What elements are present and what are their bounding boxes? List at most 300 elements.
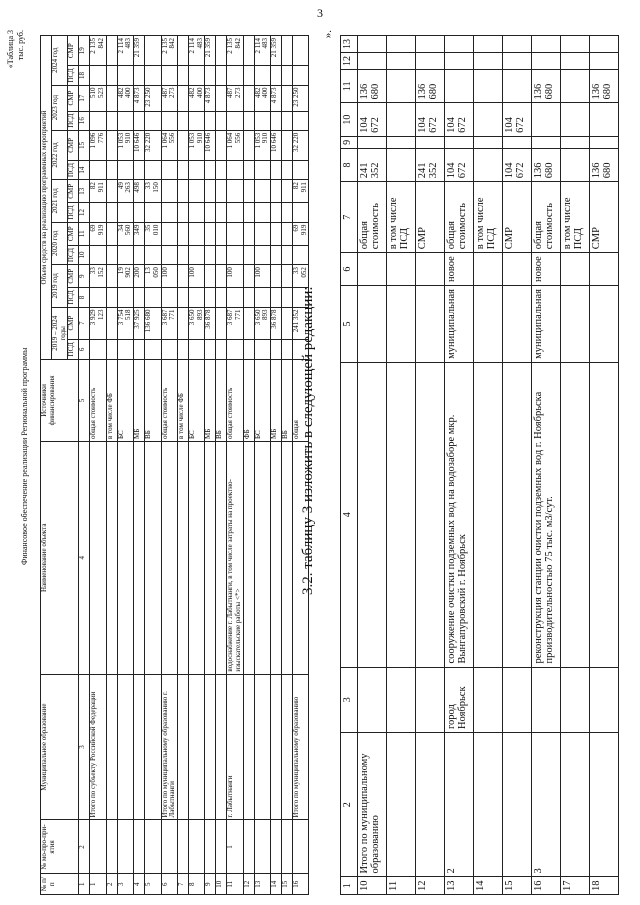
table-cell: [145, 66, 161, 85]
table-cell: [177, 339, 188, 359]
table-cell: [532, 53, 561, 70]
table-cell: [205, 160, 216, 179]
table-cell: [358, 667, 387, 733]
table-cell: [134, 339, 145, 359]
table-cell: г. Лабытнанги: [227, 674, 243, 820]
table-cell: [282, 265, 293, 288]
table-cell: [254, 674, 270, 820]
table-cell: 12: [416, 877, 445, 895]
table-cell: реконструкция станции очистки подземных вод г. Ноябрьска производительностью 75 тыс. м3/сут.: [532, 362, 561, 667]
table-cell: [243, 288, 254, 307]
table-cell: [188, 160, 204, 179]
table-row: [590, 36, 619, 895]
table-cell: [271, 160, 282, 179]
table-cell: [161, 222, 177, 245]
table-cell: [134, 288, 145, 307]
column-number: 4: [341, 362, 358, 667]
table-cell: [106, 66, 117, 85]
table-cell: общая стоимость: [227, 359, 243, 441]
table-row: [90, 36, 106, 895]
table-cell: [145, 674, 161, 820]
table-row: [445, 36, 474, 895]
table-cell: [134, 441, 145, 674]
smr-header: СМР: [68, 180, 79, 203]
table-cell: [106, 820, 117, 874]
table-cell: 14: [271, 874, 282, 895]
table-cell: 36 878: [205, 307, 216, 339]
table-cell: [90, 245, 106, 264]
table-cell: [161, 66, 177, 85]
table-cell: 1: [90, 874, 106, 895]
table-row: [254, 36, 270, 895]
table-cell: [145, 203, 161, 222]
table-cell: 349: [134, 222, 145, 245]
table-cell: [271, 339, 282, 359]
year-header: 2020 год: [52, 222, 68, 264]
table-cell: [205, 339, 216, 359]
table-cell: [416, 36, 445, 53]
table-cell: [416, 136, 445, 148]
table-cell: водоснабжение г. Лабытнанги, в том числе затраты на проектно-изыскательские работы <*>: [227, 441, 243, 674]
header-cell: Источники финансирования: [41, 359, 79, 441]
column-number: 3: [79, 674, 90, 820]
psd-header: ПСД: [68, 66, 79, 85]
table-cell: 136 680: [358, 70, 387, 103]
table-cell: [106, 288, 117, 307]
table-cell: [177, 85, 188, 111]
table-cell: [282, 111, 293, 130]
table-cell: [358, 53, 387, 70]
table-cell: [145, 288, 161, 307]
table-cell: [387, 103, 416, 136]
table-cell: [106, 674, 117, 820]
table-cell: 13: [254, 874, 270, 895]
table-cell: СМР: [590, 182, 619, 253]
column-number: 8: [79, 288, 90, 307]
table-cell: [293, 160, 309, 179]
table-cell: [561, 286, 590, 363]
table-cell: [243, 66, 254, 85]
table-cell: [243, 180, 254, 203]
table-cell: [205, 441, 216, 674]
table-cell: [117, 820, 133, 874]
table-cell: [561, 733, 590, 877]
table-cell: 104 672: [503, 148, 532, 181]
table-cell: [90, 820, 106, 874]
table-cell: [243, 307, 254, 339]
table-cell: 2: [106, 874, 117, 895]
table-cell: 10 646: [205, 130, 216, 160]
table-cell: ФБ: [243, 359, 254, 441]
table-cell: [416, 253, 445, 286]
table-row: [387, 36, 416, 895]
table-cell: [205, 222, 216, 245]
table-cell: [145, 820, 161, 874]
table-cell: [117, 203, 133, 222]
table-cell: [532, 136, 561, 148]
table-cell: [282, 203, 293, 222]
table-cell: 487 273: [227, 85, 243, 111]
table-cell: [161, 160, 177, 179]
objects-table: [340, 35, 619, 895]
smr-header: СМР: [68, 222, 79, 245]
table-cell: [282, 85, 293, 111]
table-cell: [216, 130, 227, 160]
table-cell: [161, 111, 177, 130]
table-cell: [561, 70, 590, 103]
table-cell: 21 359: [271, 36, 282, 66]
table-cell: [474, 286, 503, 363]
table-cell: [293, 820, 309, 874]
table-cell: [90, 66, 106, 85]
table-cell: [590, 733, 619, 877]
table-cell: муниципальная: [445, 286, 474, 363]
psd-header: ПСД: [68, 245, 79, 264]
table-cell: [271, 265, 282, 288]
table-cell: 69 919: [293, 222, 309, 245]
table-cell: [474, 70, 503, 103]
table-cell: 17: [561, 877, 590, 895]
table-cell: 241 352: [293, 307, 309, 339]
table-cell: ВБ: [282, 359, 293, 441]
header-cell: 2019 – 2024 годы: [52, 307, 68, 359]
table-cell: [134, 111, 145, 130]
table-cell: 2 114 483: [254, 36, 270, 66]
table-row: [216, 36, 227, 895]
psd-header: ПСД: [68, 288, 79, 307]
table-cell: 482 400: [254, 85, 270, 111]
table-cell: [387, 136, 416, 148]
table-row: [227, 36, 243, 895]
table-cell: [188, 66, 204, 85]
table-cell: [216, 339, 227, 359]
table-cell: 136 680: [590, 148, 619, 181]
table-cell: 7: [177, 874, 188, 895]
table-cell: [216, 288, 227, 307]
table-cell: [134, 66, 145, 85]
table-cell: [227, 222, 243, 245]
table-cell: [271, 66, 282, 85]
table-row: [271, 36, 282, 895]
table-cell: 498: [134, 180, 145, 203]
table-cell: [145, 160, 161, 179]
table-note: [6, 30, 25, 68]
column-number: 1: [341, 877, 358, 895]
table-cell: [474, 53, 503, 70]
table-cell: [161, 288, 177, 307]
table-cell: [216, 66, 227, 85]
table-cell: [503, 136, 532, 148]
table-cell: 2 135 842: [227, 36, 243, 66]
table-cell: [177, 265, 188, 288]
table-cell: 4 873: [205, 85, 216, 111]
table-caption: Финансовое обеспечение реализации Региональной программы: [20, 347, 29, 565]
table-cell: [243, 85, 254, 111]
column-number: 11: [79, 222, 90, 245]
table-cell: [590, 36, 619, 53]
table-cell: 200: [134, 265, 145, 288]
table-cell: Итого по муниципальному образованию г. Лабытнанги: [161, 674, 177, 820]
table-cell: [271, 245, 282, 264]
table-cell: ВБ: [216, 359, 227, 441]
psd-header: ПСД: [68, 160, 79, 179]
table-cell: [387, 53, 416, 70]
table-cell: [561, 136, 590, 148]
table-cell: 1 053 910: [188, 130, 204, 160]
table-cell: [205, 288, 216, 307]
table-cell: [177, 160, 188, 179]
table-cell: [474, 36, 503, 53]
table-cell: [243, 36, 254, 66]
table-cell: [216, 36, 227, 66]
table-cell: [188, 222, 204, 245]
table-cell: 3 650 893: [254, 307, 270, 339]
table-cell: [282, 180, 293, 203]
table-cell: [532, 103, 561, 136]
year-header: 2024 год: [52, 36, 68, 86]
table-cell: [271, 203, 282, 222]
table-cell: 487 273: [161, 85, 177, 111]
table-cell: [177, 130, 188, 160]
table-cell: ВБ: [145, 359, 161, 441]
table-cell: новое: [532, 253, 561, 286]
table-cell: [358, 286, 387, 363]
table-cell: [177, 307, 188, 339]
table-row: [106, 36, 117, 895]
table-cell: [145, 36, 161, 66]
table-cell: [503, 70, 532, 103]
table-cell: 104 672: [503, 103, 532, 136]
table-cell: [416, 733, 445, 877]
table-number: «Таблица 3: [6, 30, 15, 69]
table-cell: [216, 820, 227, 874]
table-cell: [254, 180, 270, 203]
table-cell: 11: [387, 877, 416, 895]
table-cell: [145, 111, 161, 130]
table-cell: 100: [161, 265, 177, 288]
column-number: 8: [341, 148, 358, 181]
table-cell: 510 523: [90, 85, 106, 111]
table-cell: [106, 441, 117, 674]
table-row: [282, 36, 293, 895]
table-cell: 2: [445, 733, 474, 877]
table-cell: [243, 111, 254, 130]
table-cell: [161, 441, 177, 674]
table-cell: общая стоимость: [90, 359, 106, 441]
table-cell: [590, 362, 619, 667]
table-cell: общая стоимость: [532, 182, 561, 253]
table-row: [358, 36, 387, 895]
table-cell: [227, 180, 243, 203]
table-cell: [293, 203, 309, 222]
table-cell: [106, 130, 117, 160]
table-cell: 33 150: [145, 180, 161, 203]
table-cell: [387, 36, 416, 53]
table-cell: 5: [145, 874, 161, 895]
table-row: [41, 36, 52, 895]
table-cell: [445, 53, 474, 70]
table-cell: [282, 820, 293, 874]
table-cell: [271, 222, 282, 245]
table-cell: 136 680: [145, 307, 161, 339]
table-cell: 15: [282, 874, 293, 895]
table-cell: 13 050: [145, 265, 161, 288]
smr-header: СМР: [68, 85, 79, 111]
table-cell: [117, 245, 133, 264]
finance-table: [40, 35, 309, 895]
table-cell: [254, 66, 270, 85]
table-cell: [134, 674, 145, 820]
table-cell: 1 064 556: [227, 130, 243, 160]
table-cell: [134, 820, 145, 874]
table-row: [117, 36, 133, 895]
table-cell: 13: [445, 877, 474, 895]
table-cell: [561, 53, 590, 70]
table-cell: 1 096 776: [90, 130, 106, 160]
table-cell: 32 220: [145, 130, 161, 160]
table-row: [145, 36, 161, 895]
table-cell: [90, 441, 106, 674]
table-cell: [561, 253, 590, 286]
table-cell: [243, 820, 254, 874]
table-cell: [282, 36, 293, 66]
table-cell: [590, 136, 619, 148]
table-cell: 9: [205, 874, 216, 895]
table-cell: общая: [293, 359, 309, 441]
table-cell: [205, 820, 216, 874]
table-cell: 3 687 771: [161, 307, 177, 339]
table-cell: [134, 203, 145, 222]
table-cell: 32 220: [293, 130, 309, 160]
table-cell: [254, 245, 270, 264]
table-cell: [474, 253, 503, 286]
table-cell: [216, 180, 227, 203]
table-cell: [561, 667, 590, 733]
table-cell: 15: [503, 877, 532, 895]
table-cell: БС: [188, 359, 204, 441]
table-cell: сооружение очистки подземных вод на водозаборе мкр. Вынгапуровский г. Ноябрьск: [445, 362, 474, 667]
table-cell: [254, 820, 270, 874]
column-number: 13: [341, 36, 358, 53]
table-cell: [416, 667, 445, 733]
table-cell: [561, 362, 590, 667]
table-cell: 23 250: [293, 85, 309, 111]
table-cell: 136 680: [532, 148, 561, 181]
table-cell: [106, 307, 117, 339]
table-cell: 2 114 483: [188, 36, 204, 66]
table-row: [205, 36, 216, 895]
table-row: [134, 36, 145, 895]
table-cell: [561, 103, 590, 136]
table-cell: [254, 222, 270, 245]
table-cell: [445, 36, 474, 53]
table-cell: БС: [254, 359, 270, 441]
table-cell: [282, 339, 293, 359]
table-cell: [134, 160, 145, 179]
column-number: 6: [341, 253, 358, 286]
table-cell: [254, 203, 270, 222]
table-cell: [106, 245, 117, 264]
column-number: 10: [341, 103, 358, 136]
table-cell: [205, 111, 216, 130]
table-cell: [90, 203, 106, 222]
table-cell: [216, 85, 227, 111]
table-cell: [503, 36, 532, 53]
table-cell: [503, 362, 532, 667]
table-cell: в том числе ПСД: [561, 182, 590, 253]
table-cell: 482 400: [188, 85, 204, 111]
table-cell: Итого по муниципальному образованию: [293, 674, 309, 820]
table-cell: [590, 53, 619, 70]
table-cell: [474, 733, 503, 877]
table-cell: 100: [254, 265, 270, 288]
table-cell: [188, 820, 204, 874]
table-cell: 14: [474, 877, 503, 895]
table-cell: [145, 245, 161, 264]
table-cell: МБ: [205, 359, 216, 441]
column-number: 6: [79, 339, 90, 359]
column-number: 14: [79, 160, 90, 179]
table-cell: [503, 733, 532, 877]
table-cell: 136 680: [416, 70, 445, 103]
table-cell: [188, 111, 204, 130]
table-row: [416, 36, 445, 895]
table-cell: [243, 265, 254, 288]
table-row: [532, 36, 561, 895]
table-cell: 104 672: [445, 148, 474, 181]
table-cell: [161, 245, 177, 264]
psd-header: ПСД: [68, 339, 79, 359]
table-cell: [177, 441, 188, 674]
table-cell: [416, 362, 445, 667]
table-cell: [590, 103, 619, 136]
table-cell: [271, 288, 282, 307]
table-cell: [227, 288, 243, 307]
smr-header: СМР: [68, 307, 79, 339]
table-row: [474, 36, 503, 895]
column-number: 4: [79, 441, 90, 674]
table-cell: [254, 339, 270, 359]
table-cell: 21 359: [134, 36, 145, 66]
table-cell: [243, 203, 254, 222]
table-cell: [188, 180, 204, 203]
table-cell: [205, 245, 216, 264]
table-cell: [216, 111, 227, 130]
table-cell: [358, 362, 387, 667]
table-cell: [106, 203, 117, 222]
table-cell: [90, 339, 106, 359]
column-number: 1: [79, 874, 90, 895]
table-cell: [216, 222, 227, 245]
table-cell: [227, 66, 243, 85]
table-cell: [561, 36, 590, 53]
table-cell: [282, 674, 293, 820]
table-cell: в том числе ПСД: [474, 182, 503, 253]
table-cell: 3 754 518: [117, 307, 133, 339]
column-number: 9: [79, 265, 90, 288]
table-cell: [188, 674, 204, 820]
table-cell: [106, 111, 117, 130]
table-cell: [205, 265, 216, 288]
table-cell: [503, 253, 532, 286]
column-number: 11: [341, 70, 358, 103]
table-cell: [282, 66, 293, 85]
table-cell: [161, 203, 177, 222]
table-cell: СМР: [503, 182, 532, 253]
table-cell: новое: [445, 253, 474, 286]
table-cell: 4 873: [271, 85, 282, 111]
table-cell: 100: [188, 265, 204, 288]
